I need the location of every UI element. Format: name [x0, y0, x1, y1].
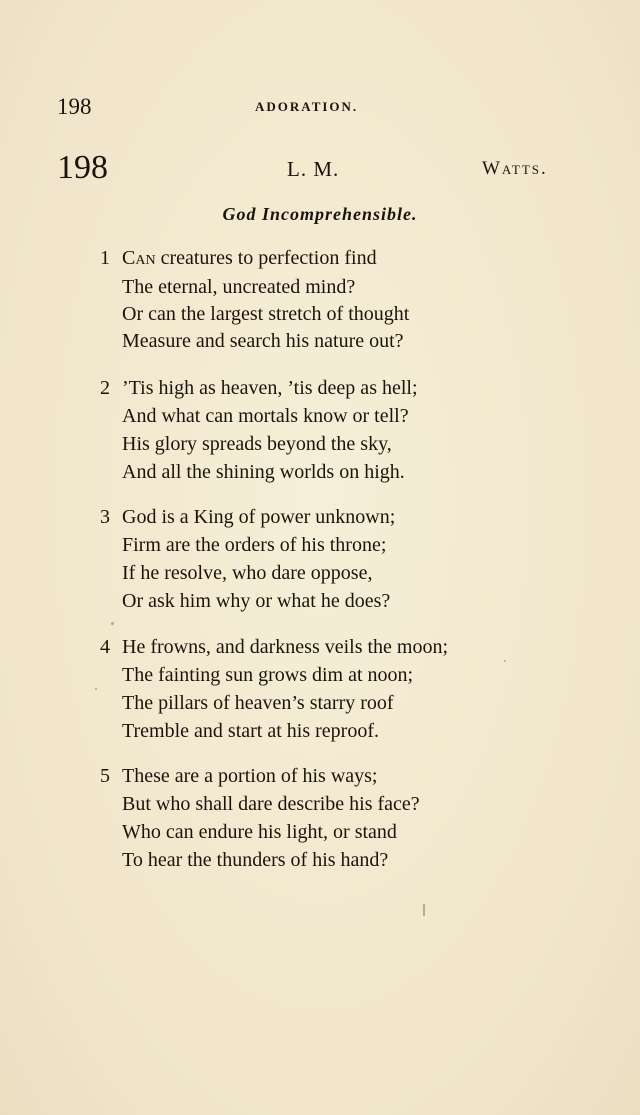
stanza-line: Firm are the orders of his throne; — [122, 534, 387, 556]
stanza-first-word: Can — [122, 247, 156, 269]
section-title: ADORATION. — [255, 99, 359, 114]
paper-speck — [423, 904, 425, 916]
stanza-line: He frowns, and darkness veils the moon; — [122, 636, 449, 658]
stanza-line: The eternal, uncreated mind? — [122, 276, 356, 298]
stanza-number: 2 — [100, 377, 110, 399]
stanza-line: The pillars of heaven’s starry roof — [122, 692, 394, 714]
hymn-title: God Incomprehensible. — [222, 204, 418, 224]
hymn-number: 198 — [57, 149, 108, 186]
hymn-meter: L. M. — [287, 157, 340, 181]
paper-speck — [111, 622, 114, 625]
stanza-line: Measure and search his nature out? — [122, 330, 404, 352]
stanza-number: 5 — [100, 765, 110, 787]
stanza-number: 1 — [100, 247, 110, 269]
stanza-line — [122, 244, 377, 272]
stanza-number: 3 — [100, 506, 110, 528]
stanza-line: If he resolve, who dare oppose, — [122, 562, 373, 584]
stanza-first-line-rest: creatures to perfection find — [155, 247, 377, 269]
stanza-line: But who shall dare describe his face? — [122, 793, 420, 815]
stanza-line: Who can endure his light, or stand — [122, 821, 397, 843]
stanza-line: And all the shining worlds on high. — [122, 461, 405, 483]
stanza-line: The fainting sun grows dim at noon; — [122, 664, 414, 686]
page-number: 198 — [57, 94, 92, 119]
stanza-line: To hear the thunders of his hand? — [122, 849, 389, 871]
stanza-line: ’Tis high as heaven, ’tis deep as hell; — [122, 377, 418, 399]
stanza-line: God is a King of power unknown; — [122, 506, 396, 528]
stanza-line: These are a portion of his ways; — [122, 765, 378, 787]
hymn-author: Watts. — [482, 158, 548, 179]
stanza-line: His glory spreads beyond the sky, — [122, 433, 392, 455]
stanza-line: Tremble and start at his reproof. — [122, 720, 379, 742]
stanza-line: Or can the largest stretch of thought — [122, 303, 410, 325]
stanza-number: 4 — [100, 636, 110, 658]
running-head — [0, 92, 640, 122]
paper-speck — [504, 660, 506, 662]
paper-speck — [95, 688, 97, 690]
stanza-line: And what can mortals know or tell? — [122, 405, 409, 427]
stanza-line: Or ask him why or what he does? — [122, 590, 391, 612]
hymn-header — [0, 148, 640, 188]
